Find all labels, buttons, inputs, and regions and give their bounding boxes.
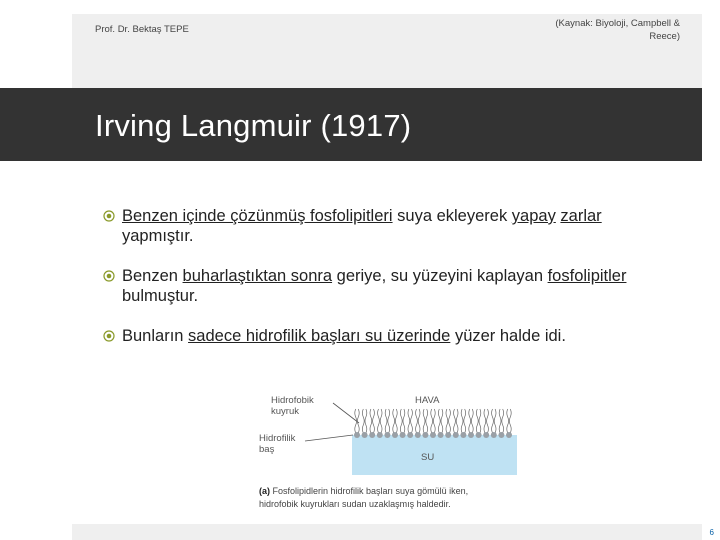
phospholipid-head	[392, 432, 398, 438]
page-number: 6	[709, 528, 714, 537]
circle-bullet-icon	[103, 330, 115, 342]
bullet-1-underlined-e: zarlar	[560, 207, 602, 225]
slide-title: Irving Langmuir (1917)	[95, 108, 412, 143]
phospholipid-row	[354, 409, 512, 438]
label-hidrofilik-line2: baş	[259, 444, 275, 455]
bullet-1-underlined-c: yapay	[511, 207, 556, 225]
phospholipid-molecule	[460, 409, 466, 438]
phospholipid-molecule	[445, 409, 451, 438]
phospholipid-molecule	[476, 409, 482, 438]
bullet-2-text-e: bulmuştur.	[122, 287, 199, 305]
figure-caption	[259, 485, 525, 511]
phospholipid-molecule	[498, 409, 504, 438]
phospholipid-molecule	[430, 409, 436, 438]
phospholipid-molecule	[400, 409, 406, 438]
phospholipid-molecule	[453, 409, 459, 438]
label-su: SU	[421, 452, 435, 463]
title-bar	[0, 88, 702, 161]
label-hidrofobik-line1: Hidrofobik	[271, 395, 314, 406]
label-hidrofobik-line2: kuyruk	[271, 406, 299, 417]
bullet-1-text-b: suya ekleyerek	[392, 207, 512, 225]
bullet-item-3	[103, 326, 673, 346]
phospholipid-molecule	[491, 409, 497, 438]
source-citation	[510, 17, 680, 43]
phospholipid-molecule	[407, 409, 413, 438]
caption-line-1: Fosfolipidlerin hidrofilik başları suya gömülü iken,	[270, 486, 469, 496]
phospholipid-head	[407, 432, 413, 438]
caption-line-2: hidrofobik kuyrukları sudan uzaklaşmış haldedir.	[259, 499, 451, 509]
phospholipid-molecule	[415, 409, 421, 438]
phospholipid-head	[491, 432, 497, 438]
phospholipid-molecule	[384, 409, 390, 438]
caption-marker: (a)	[259, 486, 270, 496]
phospholipid-head	[438, 432, 444, 438]
phospholipid-head	[476, 432, 482, 438]
footer-band	[72, 524, 702, 540]
water-layer	[352, 435, 517, 475]
bullet-2-underlined-b: buharlaştıktan sonra	[182, 267, 333, 285]
bullet-3-underlined-b: sadece hidrofilik başları su üzerinde	[188, 327, 451, 345]
bullet-1-text-f: yapmıştır.	[122, 227, 194, 245]
bullet-1-underlined-a: Benzen içinde çözünmüş fosfolipitleri	[122, 207, 393, 225]
circle-bullet-icon	[103, 270, 115, 282]
label-hidrofilik-line1: Hidrofilik	[259, 433, 296, 444]
phospholipid-head	[498, 432, 504, 438]
pointer-hidrofilik	[305, 435, 353, 441]
label-hava: HAVA	[415, 395, 440, 406]
phospholipid-molecule	[422, 409, 428, 438]
phospholipid-molecule	[362, 409, 368, 438]
bullet-list	[103, 206, 673, 346]
phospholipid-head	[377, 432, 383, 438]
phospholipid-molecule	[468, 409, 474, 438]
phospholipid-head	[445, 432, 451, 438]
phospholipid-molecule	[354, 409, 360, 438]
phospholipid-molecule	[438, 409, 444, 438]
source-line-1: (Kaynak: Biyoloji, Campbell &	[555, 18, 680, 29]
phospholipid-molecule	[369, 409, 375, 438]
phospholipid-head	[483, 432, 489, 438]
phospholipid-head	[415, 432, 421, 438]
phospholipid-head	[430, 432, 436, 438]
label-hidrofobik	[271, 395, 314, 417]
phospholipid-head	[422, 432, 428, 438]
bullet-item-2	[103, 266, 673, 306]
bullet-3-text-a: Bunların	[122, 327, 189, 345]
phospholipid-head	[354, 432, 360, 438]
phospholipid-head	[369, 432, 375, 438]
phospholipid-head	[460, 432, 466, 438]
bullet-2-text-a: Benzen	[122, 267, 183, 285]
phospholipid-head	[453, 432, 459, 438]
phospholipid-molecule	[377, 409, 383, 438]
bullet-3-text-c: yüzer halde idi.	[450, 327, 566, 345]
phospholipid-head	[384, 432, 390, 438]
circle-bullet-icon	[103, 210, 115, 222]
bullet-2-text-c: geriye, su yüzeyini kaplayan	[332, 267, 548, 285]
phospholipid-head	[506, 432, 512, 438]
phospholipid-molecule	[483, 409, 489, 438]
phospholipid-head	[400, 432, 406, 438]
phospholipid-molecule	[506, 409, 512, 438]
source-line-2: Reece)	[649, 31, 680, 42]
phospholipid-molecule	[392, 409, 398, 438]
phospholipid-head	[468, 432, 474, 438]
bullet-item-1	[103, 206, 673, 246]
label-hidrofilik	[259, 433, 295, 455]
phospholipid-figure	[255, 385, 525, 515]
author-name: Prof. Dr. Bektaş TEPE	[95, 24, 189, 35]
bullet-2-underlined-d: fosfolipitler	[547, 267, 627, 285]
phospholipid-head	[362, 432, 368, 438]
